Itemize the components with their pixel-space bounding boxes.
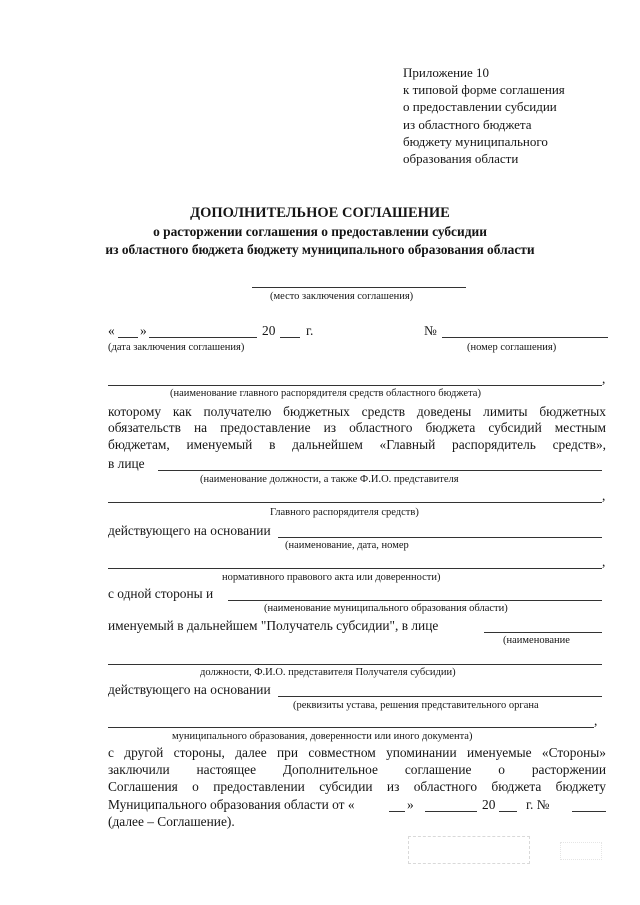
place-line (252, 287, 466, 288)
acting-basis-label-2: действующего на основании (108, 682, 271, 697)
requisites-caption-1: (реквизиты устава, решения представительного органа (293, 700, 539, 711)
date-quote-open: « (108, 323, 115, 338)
comma: , (602, 554, 606, 569)
day-line (118, 337, 138, 338)
basis-line (278, 537, 602, 538)
agreement-month-line (425, 811, 477, 812)
appendix-line: бюджету муниципального (403, 133, 548, 149)
paragraph-line: заключили настоящее Дополнительное соглашение о расторжении (108, 762, 606, 777)
paragraph-line: с другой стороны, далее при совместном упоминании именуемые «Стороны» (108, 745, 606, 760)
agreement-note: (далее – Соглашение). (108, 814, 235, 829)
faint-stamp-mark (560, 842, 602, 860)
municipality-caption: (наименование муниципального образования области) (264, 603, 508, 614)
appendix-line: из областного бюджета (403, 116, 532, 132)
appendix-block (403, 64, 565, 167)
document-subtitle-1: о расторжении соглашения о предоставлении субсидии (153, 224, 487, 239)
comma: , (594, 713, 598, 728)
document-title: ДОПОЛНИТЕЛЬНОЕ СОГЛАШЕНИЕ (190, 205, 450, 221)
recipient-caption-1: (наименование (503, 635, 570, 646)
agreement-quote-close: » (407, 797, 414, 812)
requisites-line (278, 696, 602, 697)
date-caption: (дата заключения соглашения) (108, 342, 245, 353)
document-subtitle-2: из областного бюджета бюджету муниципального образования области (105, 242, 535, 257)
paragraph-line: обязательств на предоставление из областного бюджета субсидий местным (108, 420, 606, 435)
acting-basis-label: действующего на основании (108, 523, 271, 538)
month-line (149, 337, 257, 338)
recipient-line-2 (108, 664, 602, 665)
appendix-line: образования области (403, 151, 519, 167)
agreement-year-line (499, 811, 517, 812)
recipient-caption-2: должности, Ф.И.О. представителя Получателя субсидии) (200, 667, 456, 678)
appendix-line: о предоставлении субсидии (403, 99, 557, 115)
paragraph-line: которому как получателю бюджетных средств доведены лимиты бюджетных (108, 404, 606, 419)
year-line (280, 337, 300, 338)
place-caption: (место заключения соглашения) (270, 291, 414, 302)
number-line (442, 337, 608, 338)
appendix-line: Приложение 10 (403, 65, 490, 80)
year-suffix: г. (306, 323, 314, 338)
agreement-number-line (572, 811, 606, 812)
basis-caption-1: (наименование, дата, номер (285, 540, 409, 551)
municipality-line (228, 600, 602, 601)
distributor-caption: (наименование главного распорядителя средств областного бюджета) (170, 388, 481, 399)
comma: , (602, 488, 606, 503)
basis-line-2 (108, 568, 602, 569)
position-caption-1: (наименование должности, а также Ф.И.О. представителя (200, 474, 459, 485)
number-caption: (номер соглашения) (467, 342, 557, 353)
comma: , (602, 371, 606, 386)
recipient-label: именуемый в дальнейшем "Получатель субсидии", в лице (108, 618, 439, 633)
agreement-year-prefix: 20 (482, 797, 496, 812)
requisites-line-2 (108, 727, 594, 728)
agreement-from-label: Муниципального образования области от « (108, 797, 355, 812)
basis-caption-2: нормативного правового акта или доверенности) (222, 572, 441, 583)
faint-stamp (408, 836, 530, 864)
one-side-label: с одной стороны и (108, 586, 214, 601)
in-person-label: в лице (108, 456, 145, 471)
agreement-day-line (389, 811, 405, 812)
number-sign: № (424, 323, 437, 338)
date-quote-close: » (140, 323, 147, 338)
recipient-line (484, 632, 602, 633)
position-line-2 (108, 502, 602, 503)
position-caption-2: Главного распорядителя средств) (270, 507, 419, 518)
agreement-number-label: г. № (526, 797, 550, 812)
requisites-caption-2: муниципального образования, доверенности или иного документа) (172, 731, 473, 742)
appendix-line: к типовой форме соглашения (403, 82, 565, 98)
paragraph-line: бюджетам, именуемый в дальнейшем «Главный распорядитель средств», (108, 437, 606, 452)
position-line (158, 470, 602, 471)
distributor-line (108, 385, 602, 386)
paragraph-line: Соглашения о предоставлении субсидии из областного бюджета бюджету (108, 779, 606, 794)
year-prefix: 20 (262, 323, 276, 338)
